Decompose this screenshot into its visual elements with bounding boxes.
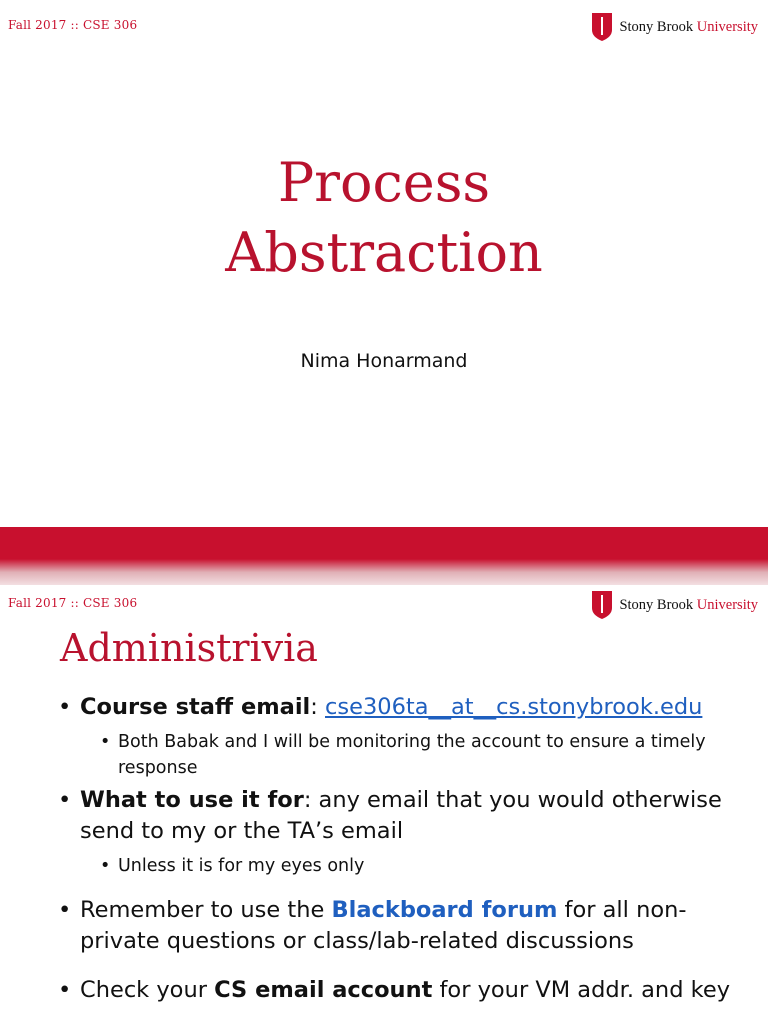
logo-university: University bbox=[696, 596, 758, 613]
blackboard-forum-link[interactable]: Blackboard forum bbox=[331, 897, 558, 923]
slide-administrivia bbox=[0, 588, 768, 1024]
bullet-dot: • bbox=[58, 897, 72, 923]
bullet-dot: • bbox=[58, 787, 72, 813]
university-logo bbox=[591, 590, 758, 620]
title-line-1: Process bbox=[277, 151, 491, 214]
sub-bullet-eyes-only: • Unless it is for my eyes only bbox=[58, 853, 758, 879]
bullet-bold-text: Course staff email bbox=[80, 694, 311, 720]
logo-name: Stony Brook bbox=[619, 18, 697, 35]
bullet-cs-email-account: • Check your CS email account for your VM addr. and key bbox=[58, 975, 758, 1006]
sub-bullet-monitoring: • Both Babak and I will be monitoring the account to ensure a timely response bbox=[58, 729, 758, 781]
title-line-2: Abstraction bbox=[225, 221, 543, 284]
course-tag: Fall 2017 :: CSE 306 bbox=[8, 18, 138, 32]
logo-name: Stony Brook bbox=[619, 596, 697, 613]
bullet-what-to-use: • What to use it for: any email that you would otherwise send to my or the TA’s email bbox=[58, 787, 722, 844]
staff-email-link[interactable]: cse306ta__at__cs.stonybrook.edu bbox=[325, 694, 703, 720]
bullet-dot: • bbox=[100, 732, 111, 752]
footer-band bbox=[0, 527, 768, 585]
logo-university: University bbox=[696, 18, 758, 35]
bullet-course-staff-email: • Course staff email: cse306ta__at__cs.stonybrook.edu bbox=[58, 692, 758, 723]
bullet-dot: • bbox=[58, 694, 72, 720]
university-logo bbox=[591, 12, 758, 42]
bullet-list bbox=[58, 692, 758, 1012]
course-tag: Fall 2017 :: CSE 306 bbox=[8, 596, 138, 610]
shield-icon bbox=[591, 590, 613, 620]
slide-heading: Administrivia bbox=[60, 626, 318, 670]
bullet-dot: • bbox=[58, 977, 72, 1003]
shield-icon bbox=[591, 12, 613, 42]
author-name: Nima Honarmand bbox=[300, 350, 468, 372]
slide-title-text bbox=[0, 148, 768, 288]
bullet-bold-text: CS email account bbox=[214, 977, 433, 1003]
bullet-blackboard-forum: • Remember to use the Blackboard forum for all non-private questions or class/lab-related discussions bbox=[58, 897, 687, 954]
bullet-dot: • bbox=[100, 856, 111, 876]
bullet-bold-text: What to use it for bbox=[80, 787, 304, 813]
